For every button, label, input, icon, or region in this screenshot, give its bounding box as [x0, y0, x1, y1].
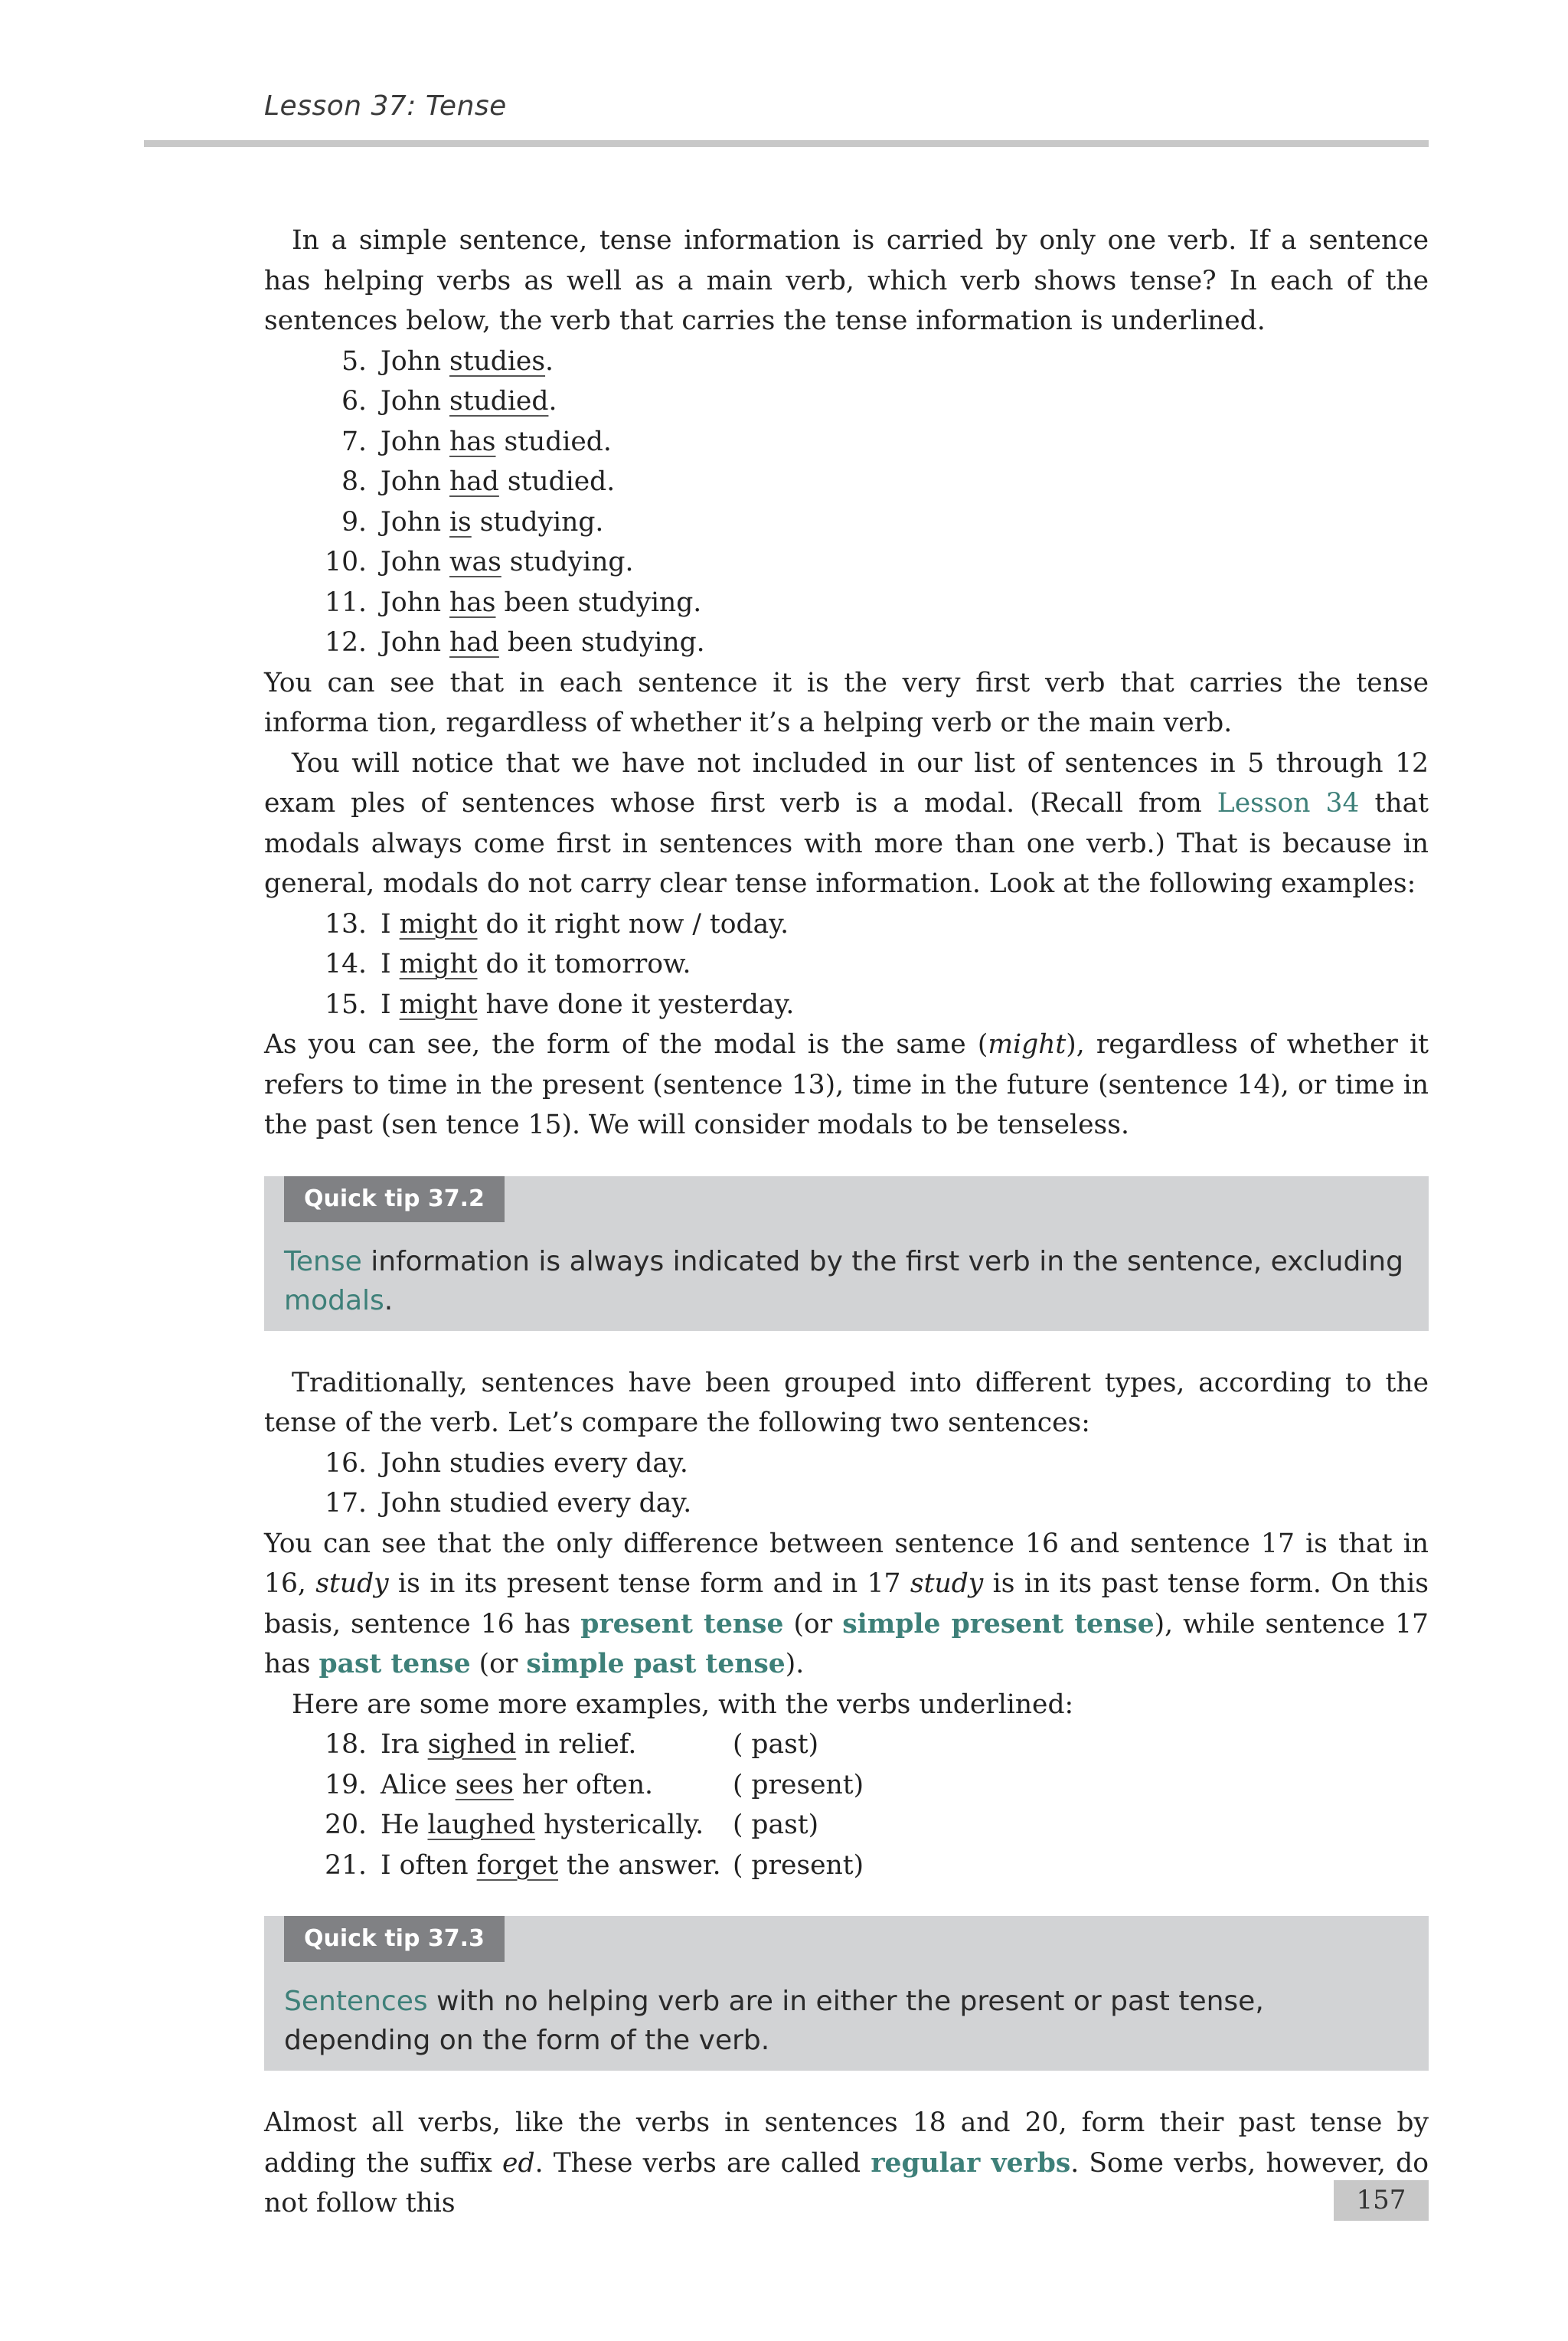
text-segment: studied. [495, 426, 612, 457]
example-number: 20. [325, 1810, 367, 1840]
paragraph-simple-tense [264, 1524, 1429, 1685]
underlined-verb: had [449, 466, 499, 497]
example-sentence [264, 1765, 1429, 1806]
quick-tip-37-2 [264, 1176, 1429, 1331]
underlined-verb: might [399, 989, 478, 1020]
example-text [381, 1765, 733, 1806]
example-text [381, 1846, 733, 1886]
tense-note: ( past) [733, 1729, 819, 1760]
tense-link[interactable]: Tense [284, 1245, 362, 1277]
example-list-c [264, 1444, 1429, 1524]
text-segment: ), regardless of whether it refers to time in the present (sentence 13), time in the future (sentence 14), or time in the past (sen tence 15). We will consider modals to be tenseless. [264, 1029, 1429, 1140]
text-segment: You will notice that we have not included in our list of sentences in 5 through 12 exam ples of sentences whose first verb is a modal. (Recall from [264, 747, 1429, 819]
text-segment: John [381, 547, 450, 577]
example-text: John studies every day. [381, 1447, 688, 1479]
example-list-b [264, 904, 1429, 1025]
example-sentence [264, 1444, 1429, 1484]
example-sentence [264, 1846, 1429, 1886]
text-segment: studying. [471, 506, 604, 538]
underlined-verb: studied [449, 386, 549, 417]
text-segment: do it right now / today. [477, 908, 789, 940]
underlined-verb: might [399, 949, 478, 979]
text-segment: do it tomorrow. [477, 949, 691, 979]
underlined-verb: sees [455, 1769, 514, 1800]
header-rule [144, 140, 1429, 147]
underlined-verb: forget [476, 1849, 559, 1881]
example-list-a [264, 342, 1429, 663]
text-segment: I [381, 949, 400, 979]
text-segment: John [381, 506, 450, 538]
example-sentence [264, 381, 1429, 422]
italic-term: ed [502, 2147, 535, 2179]
text-segment: John [381, 466, 450, 497]
italic-term: study [910, 1568, 984, 1599]
example-sentence [264, 1483, 1429, 1524]
example-number: 16. [325, 1447, 367, 1479]
example-text [381, 1725, 733, 1765]
tip-text [264, 1962, 1429, 2060]
glossary-term[interactable]: simple past tense [526, 1649, 786, 1679]
text-segment: He [381, 1810, 428, 1840]
example-list-d [264, 1725, 1429, 1885]
text-segment: I [381, 989, 400, 1020]
glossary-term[interactable]: regular verbs [871, 2147, 1071, 2179]
text-segment: have done it yesterday. [477, 989, 795, 1020]
underlined-verb: might [399, 908, 478, 940]
modals-link[interactable]: modals [284, 1284, 384, 1316]
tense-note: ( past) [733, 1810, 819, 1840]
example-number: 6. [341, 386, 367, 417]
example-number: 13. [325, 908, 367, 940]
text-segment: that modals always come first in sentences with more than one verb.) That is because in general, modals do not carry clear tense information. Look at the following examples: [264, 788, 1429, 899]
example-number: 21. [325, 1849, 367, 1881]
paragraph-regular-verbs [264, 2103, 1429, 2224]
text-segment: . [384, 1284, 394, 1316]
underlined-verb: was [449, 547, 501, 577]
italic-term: study [315, 1568, 389, 1599]
example-sentence [264, 342, 1429, 382]
text-segment: hysterically. [535, 1810, 704, 1840]
glossary-term[interactable]: past tense [318, 1649, 471, 1679]
example-sentence [264, 542, 1429, 583]
tip-text [264, 1222, 1429, 1320]
example-sentence [264, 583, 1429, 623]
text-segment: her often. [513, 1769, 654, 1800]
example-number: 12. [325, 627, 367, 658]
example-sentence [264, 502, 1429, 543]
text-segment: John [381, 426, 450, 457]
example-number: 14. [325, 949, 367, 979]
text-segment: . [545, 345, 554, 377]
example-text [381, 1805, 733, 1846]
text-segment: (or [783, 1608, 843, 1640]
text-segment: . These verbs are called [534, 2147, 871, 2179]
text-segment: John [381, 386, 450, 417]
tense-note: ( present) [733, 1769, 864, 1800]
example-sentence [264, 623, 1429, 663]
underlined-verb: is [449, 506, 472, 538]
text-segment: Alice [381, 1769, 456, 1800]
text-segment: . Some verbs, however, do not follow this [264, 2147, 1429, 2218]
underlined-verb: studies [449, 345, 546, 377]
text-segment: ), while sentence 17 has [264, 1608, 1429, 1679]
text-segment: is in its past tense form. On this basis, sentence 16 has [264, 1568, 1429, 1640]
paragraph-tenseless [264, 1025, 1429, 1146]
example-sentence [264, 944, 1429, 985]
text-segment: John [381, 345, 450, 377]
text-segment: studied. [498, 466, 616, 497]
text-segment: been studying. [495, 587, 702, 618]
text-segment: information is always indicated by the first verb in the sentence, excluding [361, 1245, 1403, 1277]
text-segment: Ira [381, 1729, 428, 1760]
text-segment: is in its present tense form and in 17 [388, 1568, 910, 1599]
example-number: 7. [341, 426, 367, 457]
text-segment: I often [381, 1849, 477, 1881]
italic-term: might [988, 1029, 1067, 1060]
text-segment: As you can see, the form of the modal is the same ( [264, 1029, 988, 1060]
example-number: 9. [341, 506, 367, 538]
text-segment: studying. [501, 547, 634, 577]
example-number: 5. [341, 345, 367, 377]
example-sentence [264, 904, 1429, 945]
tense-note: ( present) [733, 1849, 864, 1881]
underlined-verb: had [449, 627, 499, 658]
glossary-term[interactable]: present tense [580, 1608, 784, 1640]
text-segment: (or [470, 1649, 527, 1679]
body-text [264, 221, 1429, 2224]
quick-tip-37-3 [264, 1916, 1429, 2071]
text-segment: John [381, 587, 450, 618]
text-segment: I [381, 908, 400, 940]
paragraph-intro: In a simple sentence, tense information is carried by only one verb. If a sentence has helping verbs as well as a main verb, which verb shows tense? In each of the sentences below, the verb that carries the tense information is underlined. [264, 225, 1429, 336]
example-number: 17. [325, 1488, 367, 1519]
text-segment: John [381, 627, 450, 658]
paragraph-modals [264, 744, 1429, 904]
example-sentence [264, 462, 1429, 502]
text-segment: ). [785, 1649, 805, 1679]
example-number: 10. [325, 547, 367, 577]
paragraph-more-examples: Here are some more examples, with the verbs underlined: [292, 1689, 1074, 1720]
page-number: 157 [1334, 2180, 1429, 2221]
underlined-verb: has [449, 426, 496, 457]
text-segment: . [548, 386, 557, 417]
paragraph-first-verb: You can see that in each sentence it is the very first verb that carries the tense informa tion, regardless of whether it’s a helping verb or the main verb. [264, 667, 1429, 738]
example-number: 15. [325, 989, 367, 1020]
example-sentence [264, 422, 1429, 463]
example-number: 8. [341, 466, 367, 497]
tip-label: Quick tip 37.3 [284, 1916, 505, 1962]
glossary-term[interactable]: simple present tense [842, 1608, 1155, 1640]
underlined-verb: has [449, 587, 496, 618]
tip-label: Quick tip 37.2 [284, 1176, 505, 1222]
example-sentence [264, 1725, 1429, 1765]
text-segment: You can see that the only difference between sentence 16 and sentence 17 is that in 16, [264, 1528, 1429, 1599]
lesson-34-link[interactable]: Lesson 34 [1217, 788, 1360, 819]
text-segment: the answer. [558, 1849, 721, 1881]
example-sentence [264, 985, 1429, 1025]
text-segment: Almost all verbs, like the verbs in sentences 18 and 20, form their past tense by adding the suffix [264, 2107, 1429, 2179]
underlined-verb: laughed [427, 1810, 536, 1840]
example-text: John studied every day. [381, 1488, 692, 1519]
example-number: 11. [325, 587, 367, 618]
example-sentence [264, 1805, 1429, 1846]
text-segment: with no helping verb are in either the present or past tense, depending on the form of the verb. [284, 1986, 1264, 2056]
text-segment: in relief. [516, 1729, 637, 1760]
running-head: Lesson 37: Tense [264, 90, 507, 122]
example-number: 19. [325, 1769, 367, 1800]
underlined-verb: sighed [427, 1729, 517, 1760]
example-number: 18. [325, 1729, 367, 1760]
paragraph-traditional: Traditionally, sentences have been grouped into different types, according to the tense of the verb. Let’s compare the following two sentences: [264, 1367, 1429, 1438]
sentences-link[interactable]: Sentences [284, 1986, 428, 2017]
text-segment: been studying. [498, 627, 705, 658]
